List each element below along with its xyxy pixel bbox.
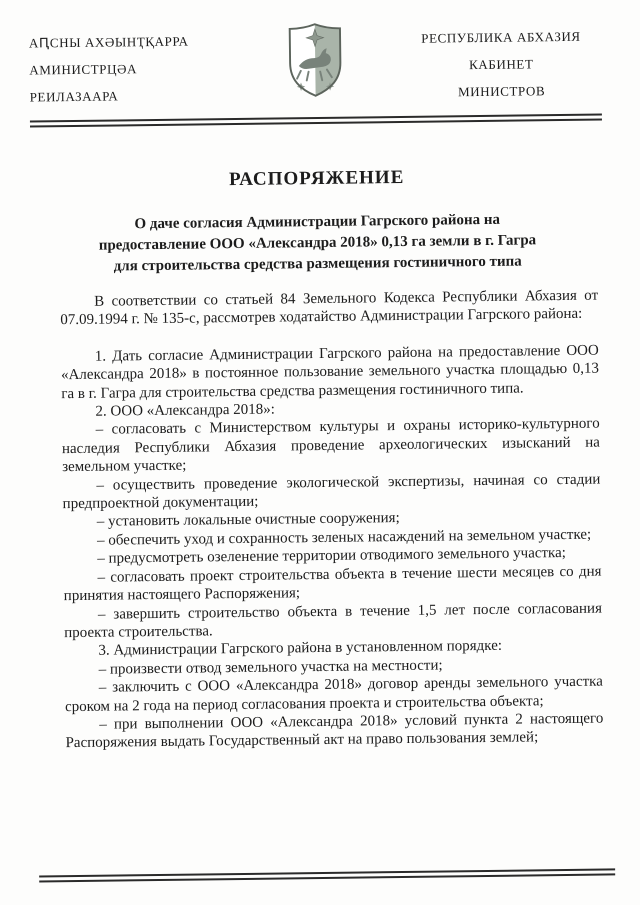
paragraph-dash-4: – обеспечить уход и сохранность зеленых насаждений на земельном участке; xyxy=(96,526,592,549)
paragraph-dash-6: – согласовать проект строительства объекта в течение шести месяцев со дня принятия настоящего Распоряжения; xyxy=(63,563,602,605)
letterhead-russian-line-3: МИНИСТРОВ xyxy=(457,83,546,100)
paragraph-item-1: 1. Дать согласие Администрации Гагрского района на предоставление ООО «Александра 2018» в постоянное пользование земельного участка площадью 0,13 га в г. Гагра для строительства средства размещения гостиничного типа. xyxy=(60,342,600,402)
letterhead-russian-line-1: РЕСПУБЛИКА АБХАЗИЯ xyxy=(421,28,581,46)
footer-divider xyxy=(39,868,615,882)
paragraph-item-2: 2. ООО «Александра 2018»: xyxy=(95,401,275,420)
paragraph-dash-10: – при выполнении ООО «Александра 2018» условий пункта 2 настоящего Распоряжения выдать Государственный акт на право пользования землей; xyxy=(65,710,604,752)
letterhead-russian xyxy=(401,17,602,106)
letterhead-abkhaz-line-2: АМИНИСТРЦӘА xyxy=(29,61,138,78)
letterhead-abkhaz xyxy=(29,21,230,110)
letterhead xyxy=(29,17,602,111)
paragraph-item-3: 3. Администрации Гагрского района в установленном порядке: xyxy=(98,638,503,660)
document-subject xyxy=(31,209,604,279)
letterhead-russian-line-2: КАБИНЕТ xyxy=(468,56,534,73)
coat-of-arms-icon xyxy=(286,22,345,99)
letterhead-abkhaz-line-3: РЕИЛАЗААРА xyxy=(29,88,119,105)
subject-line-2: предоставление ООО «Александра 2018» 0,13 га земли в г. Гагра xyxy=(98,232,537,254)
document-title: РАСПОРЯЖЕНИЕ xyxy=(228,166,405,191)
paragraph-dash-5: – предусмотреть озеленение территории отводимого земельного участка; xyxy=(97,545,566,568)
paragraph-dash-1: – согласовать с Министерством культуры и охраны историко-культурного наследия Республики Абхазия проведение археологических изысканий на земельном участке; xyxy=(61,416,601,476)
paragraph-dash-9: – заключить с ООО «Александра 2018» договор аренды земельного участка сроком на 2 года на период согласования проекта и строительства объекта; xyxy=(64,673,603,715)
letterhead-abkhaz-line-1: АԤСНЫ АХӘЫНҬҚАРРА xyxy=(28,33,189,51)
subject-line-3: для строительства средства размещения гостиничного типа xyxy=(113,253,522,275)
paragraph-dash-3: – установить локальные очистные сооружения; xyxy=(96,510,400,531)
paragraph-dash-8: – произвести отвод земельного участка на местности; xyxy=(98,657,443,678)
subject-line-1: О даче согласия Администрации Гагрского района на xyxy=(134,211,501,233)
paragraph-intro: В соответствии со статьей 84 Земельного Кодекса Республики Абхазия от 07.09.1994 г. № 135-с, рассмотрев ходатайство Администрации Гагрского района: xyxy=(60,287,599,329)
document-body xyxy=(60,287,604,753)
header-divider xyxy=(30,114,602,128)
paragraph-dash-7: – завершить строительство объекта в течение 1,5 лет после согласования проекта строительства. xyxy=(64,600,603,642)
paragraph-dash-2: – осуществить проведение экологической экспертизы, начиная со стадии предпроектной документации; xyxy=(62,471,601,513)
